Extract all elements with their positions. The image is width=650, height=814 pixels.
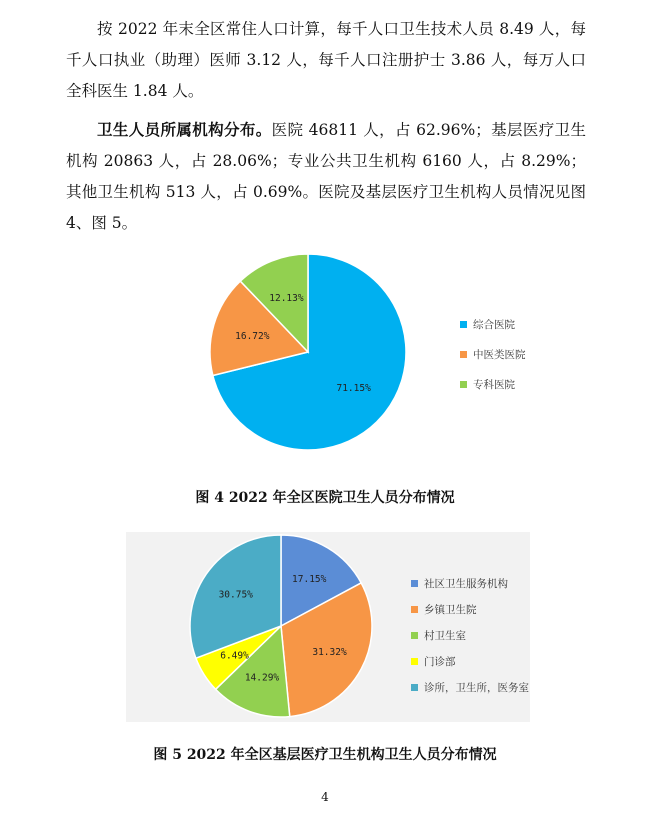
slice-data-label: 6.49% xyxy=(220,650,249,662)
legend-label: 乡镇卫生院 xyxy=(424,604,477,616)
slice-data-label: 14.29% xyxy=(244,672,280,684)
paragraph-population-ratio: 按 2022 年末全区常住人口计算，每千人口卫生技术人员 8.49 人，每千人口执业（助理）医师 3.12 人，每千人口注册护士 3.86 人，每万人口全科医生 1.84 人。 xyxy=(66,20,586,100)
legend-item xyxy=(460,347,526,362)
figure-5-caption: 图 5 2022 年全区基层医疗卫生机构卫生人员分布情况 xyxy=(153,747,497,763)
paragraph-body: 医院 46811 人，占 62.96%；基层医疗卫生机构 20863 人，占 28.06%；专业公共卫生机构 6160 人，占 8.29%；其他卫生机构 513 人，占 0.69%。医院及基层医疗卫生机构人员情况见图 4、图 5。 xyxy=(66,121,586,232)
slice-data-label: 17.15% xyxy=(292,573,327,585)
legend-swatch xyxy=(411,606,418,613)
legend-swatch xyxy=(411,684,418,691)
figure-4-caption: 图 4 2022 年全区医院卫生人员分布情况 xyxy=(195,490,455,506)
legend-swatch xyxy=(460,321,467,328)
legend-label: 诊所，卫生所，医务室 xyxy=(424,682,529,694)
legend-item xyxy=(411,628,466,643)
grassroots-staff-pie-chart xyxy=(126,532,530,722)
slice-data-label: 31.32% xyxy=(312,646,347,658)
hospital-staff-pie-chart xyxy=(190,245,580,460)
legend-item xyxy=(411,602,477,617)
legend-swatch xyxy=(460,381,467,388)
legend-item xyxy=(411,654,456,669)
legend-label: 村卫生室 xyxy=(424,630,466,642)
legend-swatch xyxy=(411,658,418,665)
legend-item xyxy=(460,317,515,332)
paragraph-staff-distribution xyxy=(66,114,586,239)
legend-label: 专科医院 xyxy=(473,379,515,391)
legend-swatch xyxy=(411,632,418,639)
legend-swatch xyxy=(460,351,467,358)
slice-data-label: 30.75% xyxy=(218,589,253,601)
slice-data-label: 12.13% xyxy=(269,293,304,305)
slice-data-label: 16.72% xyxy=(235,330,270,342)
legend-item xyxy=(411,576,508,591)
legend-label: 中医类医院 xyxy=(473,349,526,361)
page-number: 4 xyxy=(321,790,329,804)
legend-label: 门诊部 xyxy=(424,656,456,668)
legend-label: 综合医院 xyxy=(473,319,515,331)
section-lead: 卫生人员所属机构分布。 xyxy=(97,120,272,139)
slice-data-label: 71.15% xyxy=(336,382,371,394)
legend-swatch xyxy=(411,580,418,587)
legend-label: 社区卫生服务机构 xyxy=(424,578,508,590)
legend-item xyxy=(460,377,515,392)
legend-item xyxy=(411,680,529,695)
